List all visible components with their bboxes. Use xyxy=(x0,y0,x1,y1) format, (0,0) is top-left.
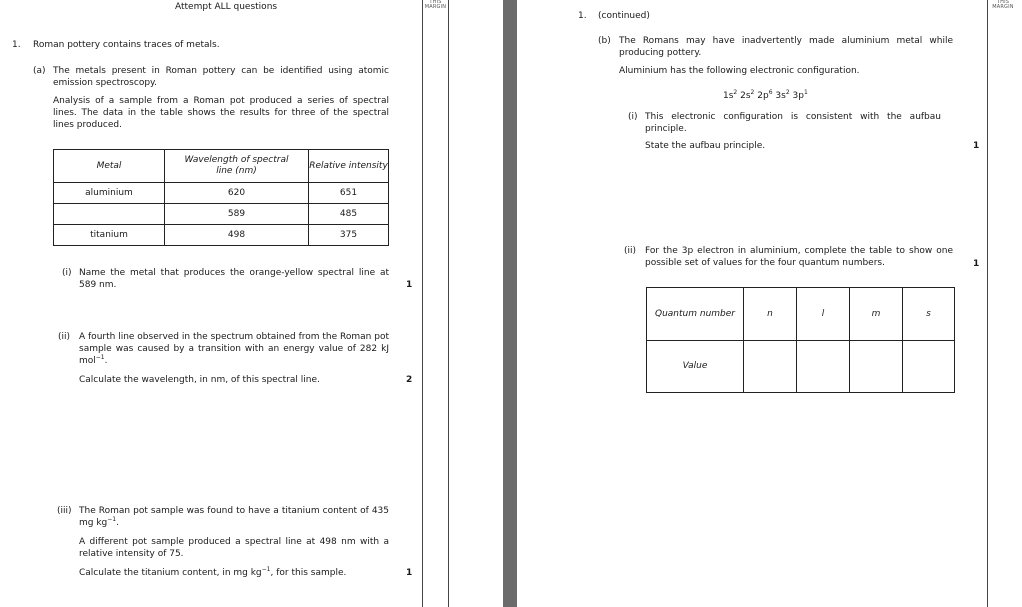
question-iii-text: The Roman pot sample was found to have a titanium content of 435 mg $kg^{-1}$. xyxy=(79,506,389,528)
table-cell: 651 xyxy=(309,183,389,204)
table-row xyxy=(647,288,955,341)
question-intro: Roman pottery contains traces of metals. xyxy=(33,40,220,50)
table-cell: 498 xyxy=(165,225,309,246)
question-continued: (continued) xyxy=(598,11,650,21)
question-number: 1. xyxy=(12,40,21,50)
question-i-text: Name the metal that produces the orange-yellow spectral line at 589 nm. xyxy=(79,268,389,290)
table-cell: 485 xyxy=(309,204,389,225)
question-i-label: (i) xyxy=(628,112,638,122)
answer-cell-n[interactable] xyxy=(744,341,797,393)
question-iii-mark: 1 xyxy=(406,568,413,578)
question-iii-calc: Calculate the titanium content, in mg $kg^{-1}$, for this sample. xyxy=(79,566,347,578)
table-row xyxy=(54,204,389,225)
spectral-data-table xyxy=(53,149,389,246)
table-cell xyxy=(54,204,165,225)
question-ii-label: (ii) xyxy=(624,246,637,256)
table-cell: titanium xyxy=(54,225,165,246)
table-cell: 375 xyxy=(309,225,389,246)
left-page xyxy=(0,0,503,607)
table-header: m xyxy=(850,288,903,341)
answer-cell-m[interactable] xyxy=(850,341,903,393)
question-i-state: State the aufbau principle. xyxy=(645,141,766,151)
part-b-text: The Romans may have inadvertently made aluminium metal while producing pottery. xyxy=(619,36,953,58)
page-header: Attempt ALL questions xyxy=(175,2,278,12)
margin-label: THIS MARGIN xyxy=(424,0,447,10)
table-cell: 589 xyxy=(165,204,309,225)
part-a-analysis: Analysis of a sample from a Roman pot produced a series of spectral lines. The data in the table shows the results for three of the spectral lines produced. xyxy=(53,96,389,130)
table-row-label: Value xyxy=(647,341,744,393)
table-row xyxy=(54,183,389,204)
answer-cell-l[interactable] xyxy=(797,341,850,393)
part-b-label: (b) xyxy=(598,36,611,46)
question-i-mark: 1 xyxy=(973,141,980,151)
question-ii-text: A fourth line observed in the spectrum obtained from the Roman pot sample was caused by a transition with an energy value of 282 kJ mol$^{-1}$. xyxy=(79,332,389,366)
table-header: Quantum number xyxy=(647,288,744,341)
right-page xyxy=(517,0,1022,607)
question-ii-calc: Calculate the wavelength, in nm, of this spectral line. xyxy=(79,375,320,385)
part-a-text: The metals present in Roman pottery can be identified using atomic emission spectroscopy. xyxy=(53,66,389,88)
question-number: 1. xyxy=(578,11,587,21)
table-row xyxy=(54,225,389,246)
margin-rule-left xyxy=(987,0,988,607)
table-header: Wavelength of spectral line (nm) xyxy=(165,150,309,183)
question-iii-label: (iii) xyxy=(57,506,72,516)
part-a-label: (a) xyxy=(33,66,46,76)
part-b-config-intro: Aluminium has the following electronic configuration. xyxy=(619,66,860,76)
question-ii-mark: 1 xyxy=(973,259,980,269)
answer-cell-s[interactable] xyxy=(903,341,955,393)
question-ii-label: (ii) xyxy=(58,332,71,342)
table-header: s xyxy=(903,288,955,341)
table-header: l xyxy=(797,288,850,341)
page-gutter xyxy=(503,0,517,607)
table-cell: aluminium xyxy=(54,183,165,204)
table-header: Relative intensity xyxy=(309,150,389,183)
question-i-mark: 1 xyxy=(406,280,413,290)
question-ii-mark: 2 xyxy=(406,375,413,385)
margin-rule-left xyxy=(422,0,423,607)
margin-label: THIS MARGIN xyxy=(992,0,1014,10)
question-i-text: This electronic configuration is consistent with the aufbau principle. xyxy=(645,112,941,134)
table-header: Metal xyxy=(54,150,165,183)
question-i-label: (i) xyxy=(62,268,72,278)
table-cell: 620 xyxy=(165,183,309,204)
table-header: n xyxy=(744,288,797,341)
table-row xyxy=(647,341,955,393)
quantum-number-table xyxy=(646,287,955,393)
question-iii-text2: A different pot sample produced a spectral line at 498 nm with a relative intensity of 75. xyxy=(79,537,389,559)
margin-rule-right xyxy=(448,0,449,607)
electron-configuration: $1s^2$ $2s^2$ $2p^6$ $3s^2$ $3p^1$ xyxy=(723,89,808,101)
question-ii-text: For the 3p electron in aluminium, complete the table to show one possible set of values for the four quantum numbers. xyxy=(645,246,953,268)
